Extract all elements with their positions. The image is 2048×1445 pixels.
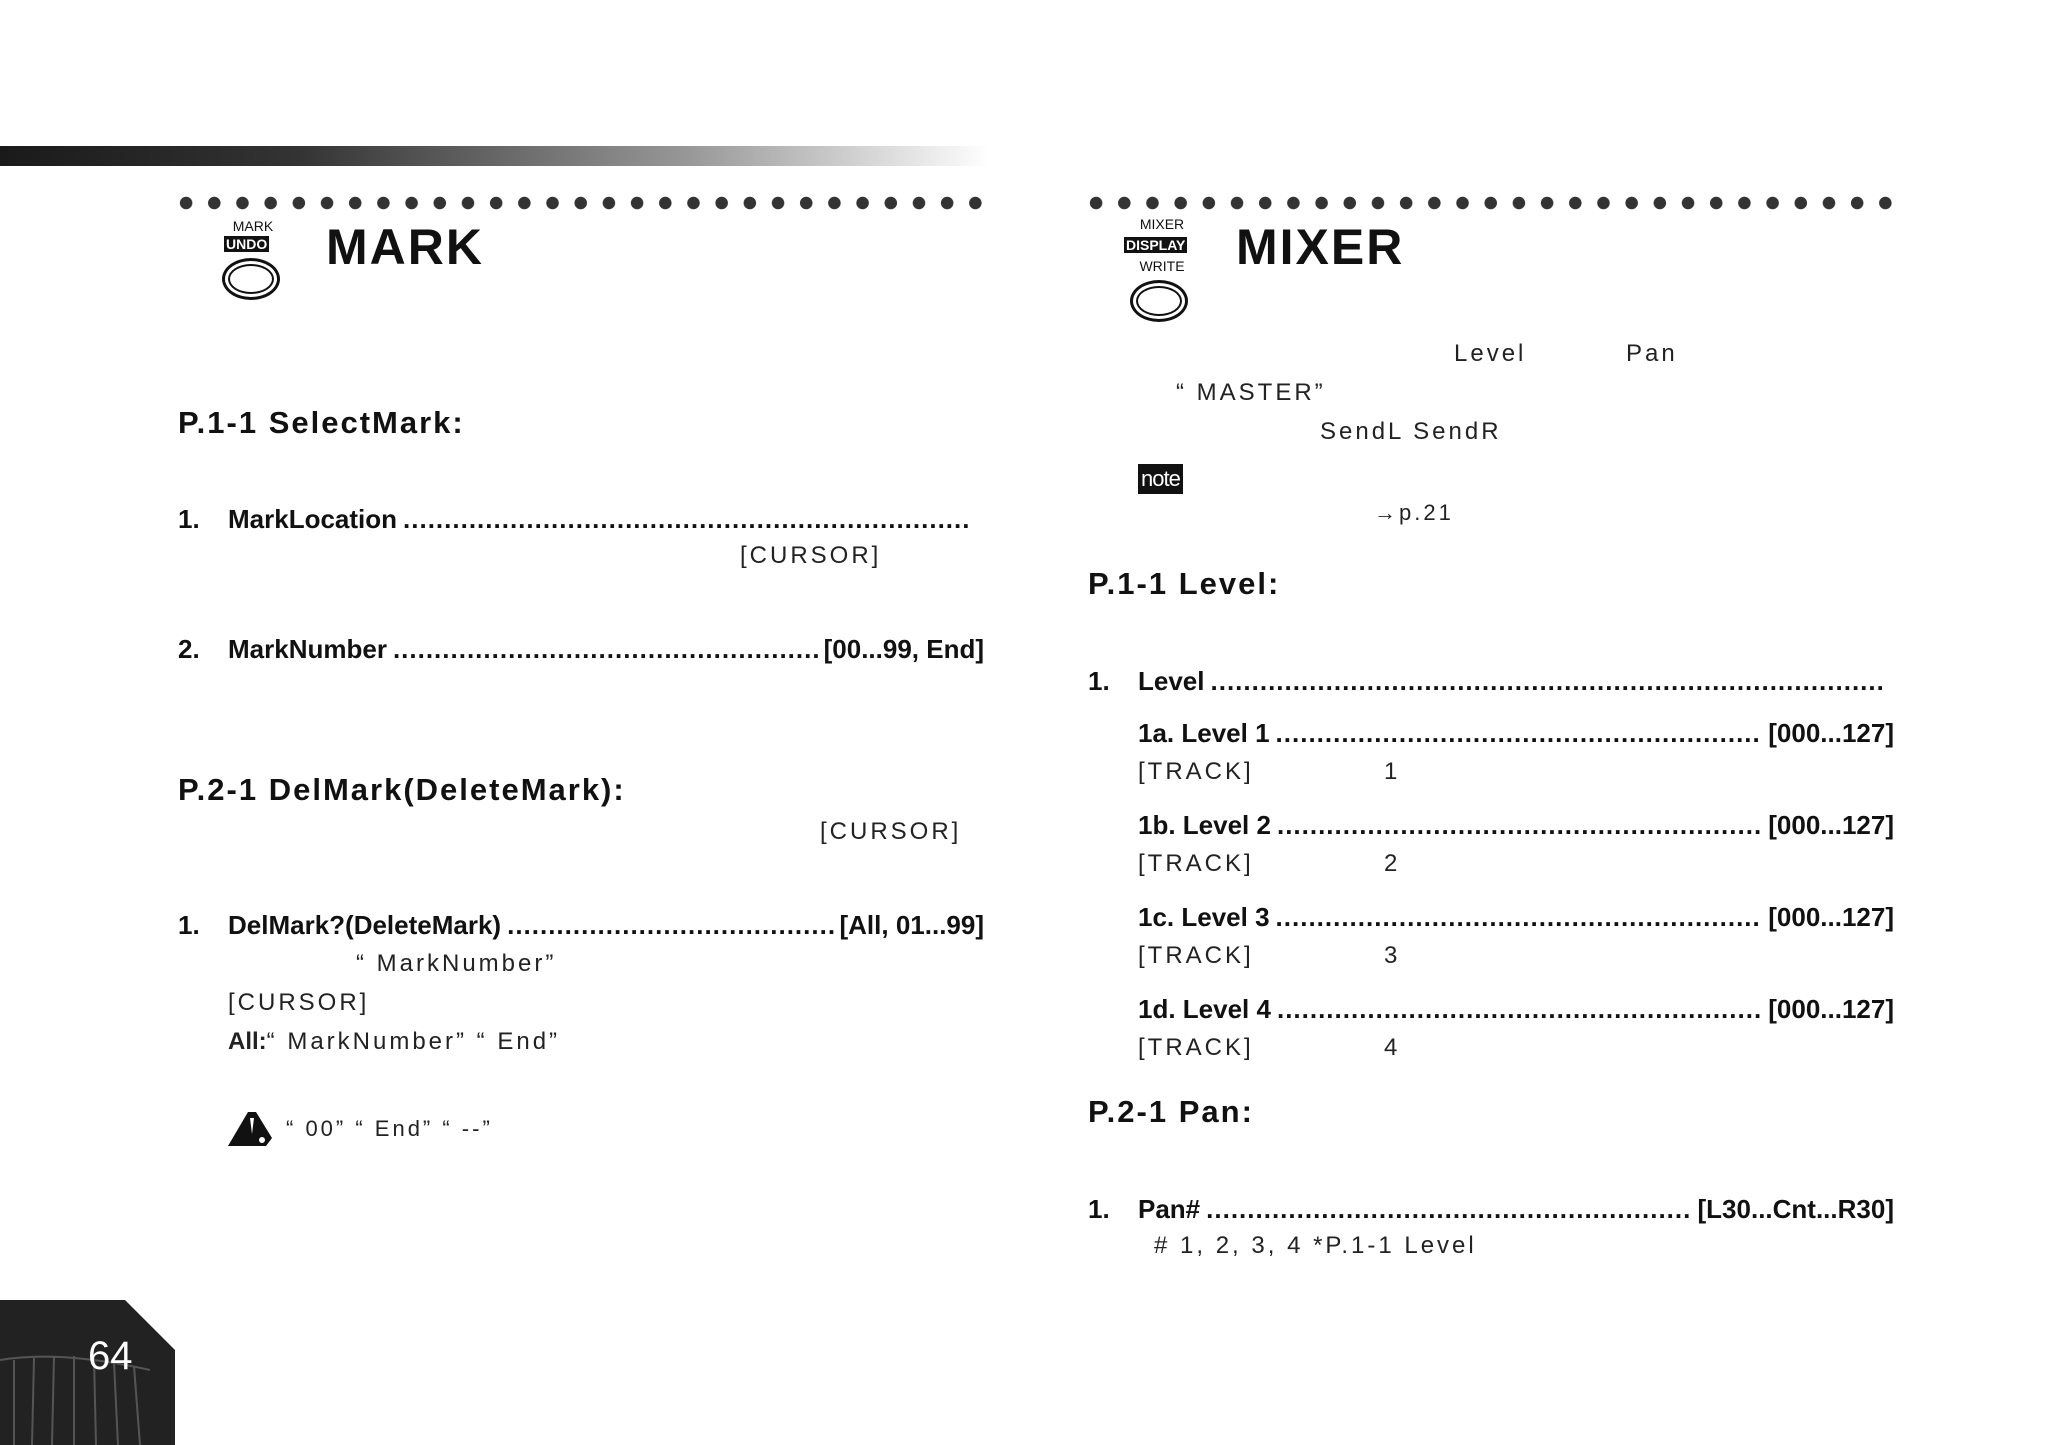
param-level-3	[1138, 902, 1894, 933]
marklocation-cursor-note: [CURSOR]	[740, 542, 882, 569]
item-range: [000...127]	[1768, 994, 1894, 1024]
level-1-number: 1	[1384, 758, 1401, 785]
heading-p11-selectmark: P.1-1 SelectMark:	[178, 405, 465, 440]
mark-button-top-label: MARK	[232, 218, 274, 234]
left-dot-rule	[172, 196, 990, 210]
page-title-mark: MARK	[326, 219, 484, 275]
param-marklocation	[178, 504, 976, 535]
dot-leader	[393, 634, 818, 665]
item-range: [L30...Cnt...R30]	[1697, 1194, 1894, 1224]
all-desc: “ MarkNumber” “ End”	[266, 1028, 561, 1055]
note-icon: note	[1138, 464, 1183, 494]
intro-send: SendL SendR	[1320, 418, 1502, 445]
item-label: 1c. Level 3	[1138, 902, 1270, 932]
dot-leader	[1277, 994, 1762, 1025]
dot-leader	[1277, 810, 1762, 841]
item-label: MarkLocation	[228, 504, 398, 534]
level-2-track: [TRACK]	[1138, 850, 1254, 877]
pan-note: # 1, 2, 3, 4 *P.1-1 Level	[1154, 1232, 1477, 1259]
item-label: 1b. Level 2	[1138, 810, 1271, 840]
corner-decoration	[0, 1330, 160, 1445]
param-level-4	[1138, 994, 1894, 1025]
heading-p11-level: P.1-1 Level:	[1088, 566, 1281, 601]
param-level	[1088, 666, 1888, 697]
undo-button-label: UNDO	[226, 236, 268, 252]
delmark-desc-line2: [CURSOR]	[228, 989, 370, 1016]
delmark-cursor-note: [CURSOR]	[820, 818, 962, 845]
mixer-write-button[interactable]	[1130, 280, 1188, 322]
dot-leader	[1276, 718, 1763, 749]
item-number: 1.	[178, 504, 200, 534]
warning-icon	[226, 1108, 274, 1148]
dot-leader	[1276, 902, 1763, 933]
intro-master: “ MASTER”	[1176, 379, 1326, 406]
item-label: 1a. Level 1	[1138, 718, 1270, 748]
right-dot-rule	[1082, 196, 1904, 210]
level-3-number: 3	[1384, 942, 1401, 969]
page-number: 64	[88, 1334, 133, 1378]
param-marknumber	[178, 634, 984, 665]
display-button-label: DISPLAY	[1126, 237, 1186, 253]
delmark-desc-line1: “ MarkNumber”	[356, 950, 557, 977]
item-range: [000...127]	[1768, 718, 1894, 748]
level-4-track: [TRACK]	[1138, 1034, 1254, 1061]
item-number: 1.	[178, 910, 200, 940]
heading-p21-pan: P.2-1 Pan:	[1088, 1094, 1254, 1129]
page-title-mixer: MIXER	[1236, 219, 1405, 275]
param-level-1	[1138, 718, 1894, 749]
delmark-desc-line3	[228, 1028, 560, 1056]
item-label: Pan#	[1138, 1194, 1201, 1224]
warning-text: “ 00” “ End” “ --”	[286, 1116, 493, 1141]
level-1-track: [TRACK]	[1138, 758, 1254, 785]
intro-pan: Pan	[1626, 340, 1678, 367]
mark-undo-button[interactable]	[222, 258, 280, 300]
header-gradient-bar	[0, 146, 990, 166]
level-3-track: [TRACK]	[1138, 942, 1254, 969]
item-number: 1.	[1088, 666, 1110, 696]
param-delmark	[178, 910, 984, 941]
item-number: 1.	[1088, 1194, 1110, 1224]
level-4-number: 4	[1384, 1034, 1401, 1061]
dot-leader	[1211, 666, 1883, 697]
item-label: 1d. Level 4	[1138, 994, 1271, 1024]
item-range: [000...127]	[1768, 810, 1894, 840]
all-label: All:	[228, 1028, 267, 1055]
level-2-number: 2	[1384, 850, 1401, 877]
item-range: [All, 01...99]	[839, 910, 984, 940]
dot-leader	[507, 910, 833, 941]
item-number: 2.	[178, 634, 200, 664]
item-range: [000...127]	[1768, 902, 1894, 932]
mixer-button-top-label: MIXER	[1139, 216, 1185, 232]
param-level-2	[1138, 810, 1894, 841]
dot-leader	[1206, 1194, 1691, 1225]
item-label: Level	[1138, 666, 1205, 696]
write-button-label: WRITE	[1139, 258, 1185, 274]
dot-leader	[403, 504, 970, 535]
item-label: DelMark?(DeleteMark)	[228, 910, 502, 940]
note-reference: →p.21	[1374, 500, 1454, 525]
heading-p21-delmark: P.2-1 DelMark(DeleteMark):	[178, 772, 626, 807]
param-pan	[1088, 1194, 1894, 1225]
item-label: MarkNumber	[228, 634, 387, 664]
intro-level: Level	[1454, 340, 1527, 367]
item-range: [00...99, End]	[823, 634, 984, 664]
